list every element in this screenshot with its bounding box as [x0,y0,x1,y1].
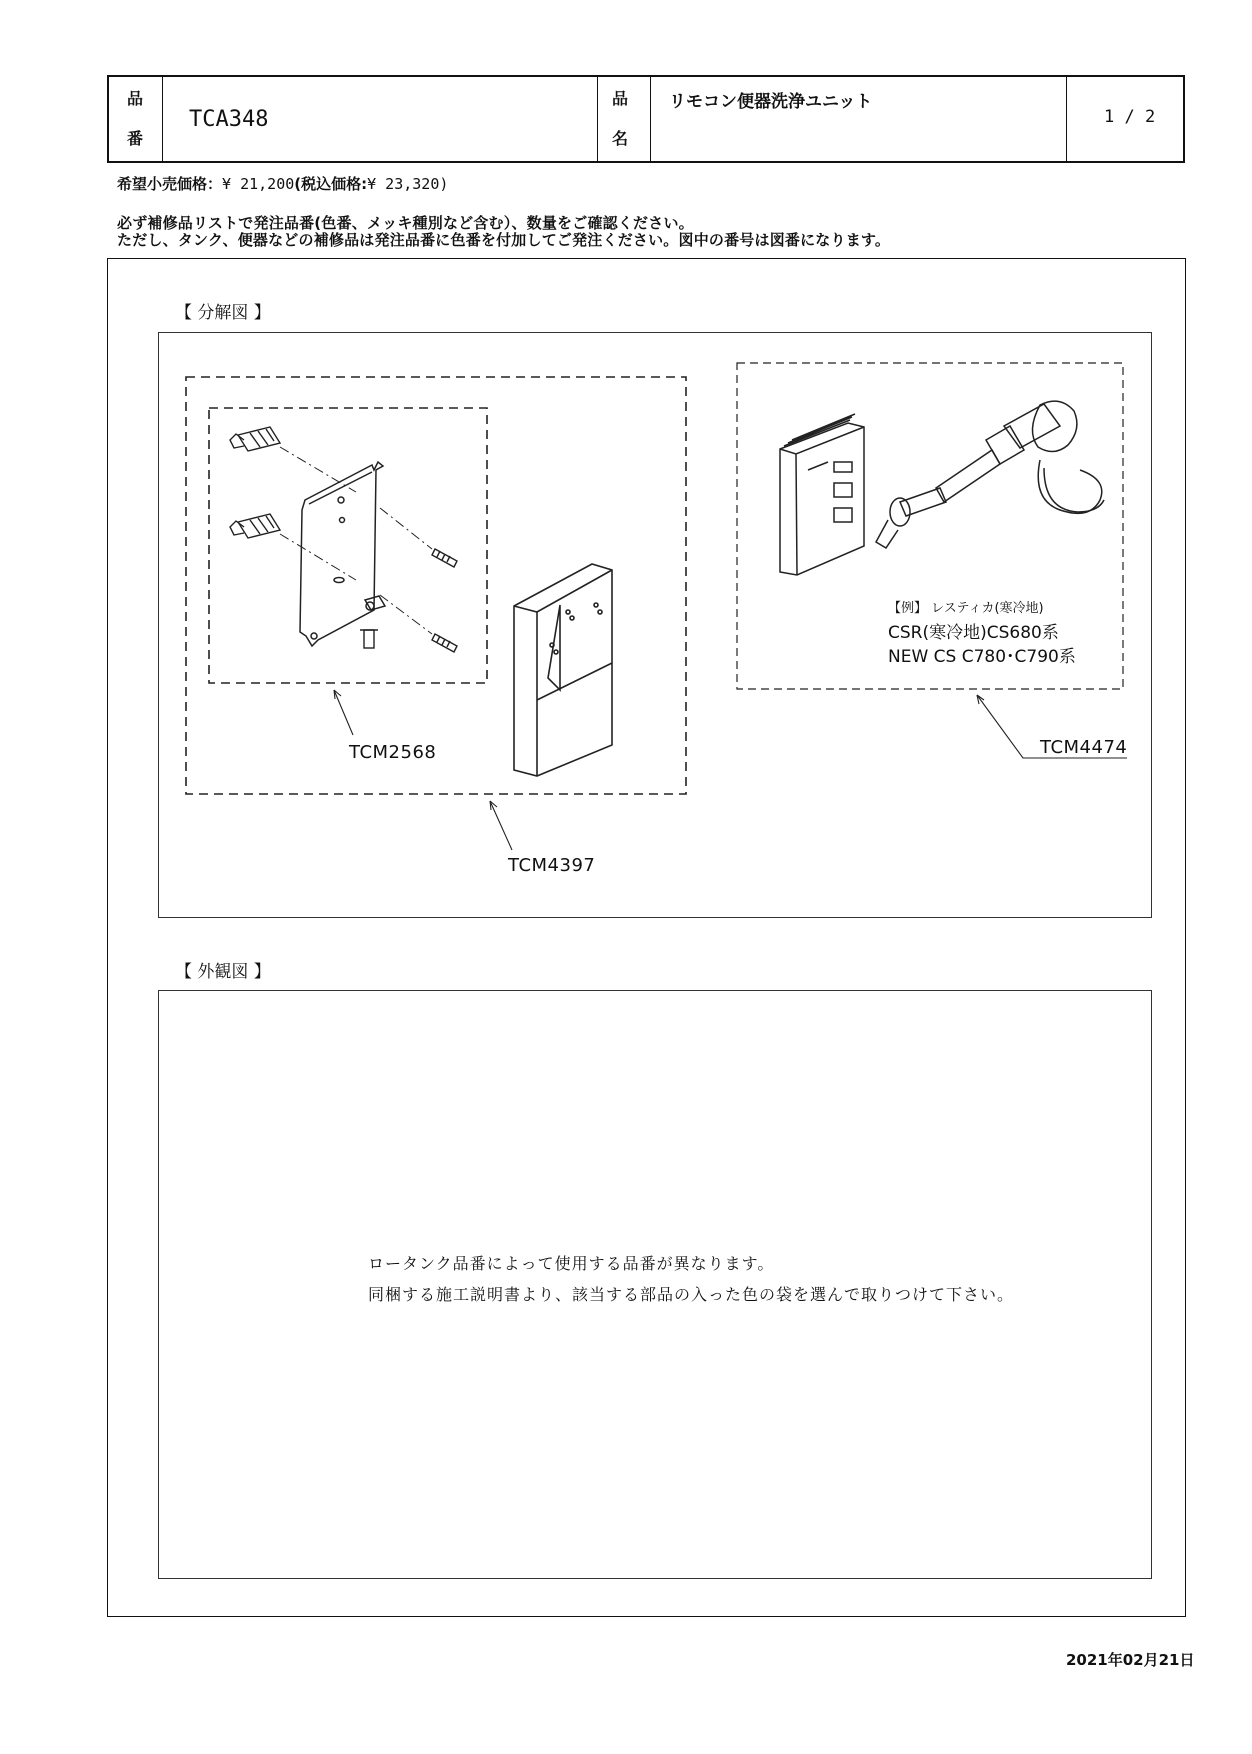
bracket-dashed-box [209,408,487,683]
flush-valve-drawing [876,401,1104,548]
price-label: 希望小売価格： [117,175,223,193]
hinmei-label-1: 品 [612,89,629,108]
kit-dashed-box [186,377,686,794]
issue-date: 2021年02月21日 [1066,1651,1195,1669]
tax-label: (税込価格: [294,175,368,193]
tax-value: ¥ 23,320) [367,175,449,193]
leader-kit [490,801,512,850]
appearance-view-title: 【 外観図 】 [175,962,271,982]
page-number: 1 / 2 [1104,107,1156,127]
price-value: ¥ 21,200 [222,175,295,193]
part-number: TCA348 [189,107,269,132]
remote-control-drawing [514,564,612,776]
example-label: 【例】 レスティカ(寒冷地) [888,601,1044,616]
callout-valve: TCM4474 [1040,737,1128,758]
example-line-3: NEW CS C780･C790系 [888,647,1076,667]
callout-bracket: TCM2568 [349,742,437,763]
hinban-label-2: 番 [127,129,144,148]
example-line-2: CSR(寒冷地)CS680系 [888,623,1059,643]
wall-anchor-drawing [230,427,280,538]
order-note-2: ただし、タンク、便器などの補修品は発注品番に色番を付加してご発注ください。図中の番号は図番になります。 [117,231,891,249]
leader-bracket [334,690,353,735]
appearance-message-2: 同梱する施工説明書より、該当する部品の入った色の袋を選んで取りつけて下さい。 [368,1285,1015,1304]
appearance-message-1: ロータンク品番によって使用する品番が異なります。 [368,1254,775,1273]
mounting-bracket-drawing [300,462,385,646]
order-note-1: 必ず補修品リストで発注品番(色番、メッキ種別など含む）、数量をご確認ください。 [117,214,694,232]
product-name: リモコン便器洗浄ユニット [669,92,873,112]
manual-booklet-drawing [780,414,864,575]
hinmei-label-2: 名 [612,129,629,148]
exploded-view-title: 【 分解図 】 [175,303,271,323]
callout-kit: TCM4397 [508,855,596,876]
hinban-label-1: 品 [127,89,144,108]
